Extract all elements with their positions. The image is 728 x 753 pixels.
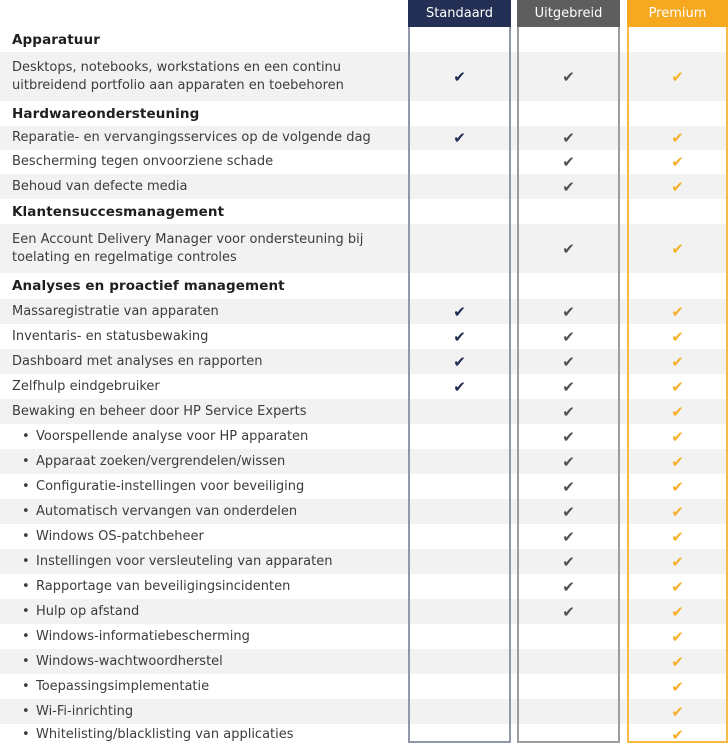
feature-label: Bescherming tegen onvoorziene schade [12, 154, 274, 169]
check-icon-premium: ✔ [671, 427, 684, 446]
feature-label: Reparatie- en vervangingsservices op de volgende dag [12, 130, 371, 145]
check-icon-uitgebreid: ✔ [562, 502, 575, 521]
bullet-icon: • [22, 528, 30, 544]
check-icon-premium: ✔ [671, 527, 684, 546]
table-row [0, 499, 728, 524]
check-icon-uitgebreid: ✔ [562, 153, 575, 171]
section-heading: Hardwareondersteuning [12, 105, 200, 122]
feature-label: Bewaking en beheer door HP Service Experts [12, 403, 307, 419]
check-icon-premium: ✔ [671, 177, 684, 196]
table-row [0, 549, 728, 574]
table-row [0, 524, 728, 549]
check-icon-uitgebreid: ✔ [562, 67, 575, 86]
feature-label: Massaregistratie van apparaten [12, 303, 219, 319]
feature-label: Inventaris- en statusbewaking [12, 328, 209, 344]
table-row [0, 724, 728, 745]
table-row [0, 474, 728, 499]
feature-label: Voorspellende analyse voor HP apparaten • [22, 428, 309, 444]
check-icon-uitgebreid: ✔ [562, 452, 575, 471]
feature-label: Dashboard met analyses en rapporten [12, 353, 263, 369]
section-heading: Apparatuur [12, 32, 100, 48]
check-icon-premium: ✔ [671, 627, 684, 646]
bullet-icon: • [22, 478, 30, 494]
check-icon-premium: ✔ [671, 239, 684, 258]
check-icon-uitgebreid: ✔ [562, 129, 575, 147]
table-row [0, 699, 728, 724]
table-rows [0, 28, 728, 745]
plan-header-uitgebreid: Uitgebreid [517, 0, 620, 27]
feature-label: Configuratie-instellingen voor beveiliging • [22, 478, 305, 494]
feature-label: Automatisch vervangen van onderdelen • [22, 503, 298, 519]
check-icon-uitgebreid: ✔ [562, 527, 575, 546]
table-row [0, 649, 728, 674]
bullet-icon: • [22, 503, 30, 519]
feature-label: Toepassingsimplementatie • [22, 678, 210, 694]
check-icon-premium: ✔ [671, 327, 684, 346]
table-row [0, 599, 728, 624]
table-row [0, 126, 728, 150]
check-icon-premium: ✔ [671, 477, 684, 496]
feature-label: Whitelisting/blacklisting van applicaties • [22, 726, 294, 742]
table-row [0, 52, 728, 101]
check-icon-premium: ✔ [671, 352, 684, 371]
feature-label: Instellingen voor versleuteling van apparaten • [22, 553, 333, 569]
check-icon-uitgebreid: ✔ [562, 327, 575, 346]
section-row [0, 273, 728, 299]
check-icon-uitgebreid: ✔ [562, 352, 575, 371]
feature-label: Een Account Delivery Manager voor ondersteuning bij toelating en regelmatige controles [12, 231, 364, 265]
table-row [0, 424, 728, 449]
plan-header-premium: Premium [627, 0, 728, 27]
check-icon-uitgebreid: ✔ [562, 239, 575, 258]
table-row [0, 150, 728, 174]
bullet-icon: • [22, 653, 30, 669]
bullet-icon: • [22, 726, 30, 742]
table-row [0, 624, 728, 649]
bullet-icon: • [22, 678, 30, 694]
feature-label: Windows-wachtwoordherstel • [22, 653, 223, 669]
feature-label: Desktops, notebooks, workstations en een continu uitbreidend portfolio aan apparaten en toebehoren [12, 59, 344, 93]
table-row [0, 574, 728, 599]
section-row [0, 28, 728, 52]
check-icon-standaard: ✔ [453, 377, 466, 396]
check-icon-uitgebreid: ✔ [562, 552, 575, 571]
feature-label: Windows OS-patchbeheer • [22, 528, 204, 544]
feature-label: Apparaat zoeken/vergrendelen/wissen • [22, 453, 286, 469]
bullet-icon: • [22, 603, 30, 619]
check-icon-uitgebreid: ✔ [562, 427, 575, 446]
check-icon-standaard: ✔ [453, 327, 466, 346]
table-row [0, 349, 728, 374]
section-heading: Analyses en proactief management [12, 278, 285, 294]
check-icon-uitgebreid: ✔ [562, 302, 575, 321]
section-heading: Klantensuccesmanagement [12, 203, 225, 220]
bullet-icon: • [22, 428, 30, 444]
check-icon-premium: ✔ [671, 129, 684, 147]
feature-label: Windows-informatiebescherming • [22, 628, 250, 644]
check-icon-premium: ✔ [671, 652, 684, 671]
check-icon-premium: ✔ [671, 452, 684, 471]
bullet-icon: • [22, 453, 30, 469]
bullet-icon: • [22, 578, 30, 594]
check-icon-standaard: ✔ [453, 67, 466, 86]
check-icon-premium: ✔ [671, 402, 684, 421]
check-icon-premium: ✔ [671, 153, 684, 171]
check-icon-premium: ✔ [671, 677, 684, 696]
bullet-icon: • [22, 628, 30, 644]
feature-label: Behoud van defecte media [12, 178, 188, 194]
check-icon-uitgebreid: ✔ [562, 602, 575, 621]
section-row [0, 199, 728, 224]
check-icon-standaard: ✔ [453, 352, 466, 371]
check-icon-uitgebreid: ✔ [562, 377, 575, 396]
check-icon-uitgebreid: ✔ [562, 402, 575, 421]
check-icon-uitgebreid: ✔ [562, 177, 575, 196]
feature-label: Wi-Fi-inrichting • [22, 703, 134, 719]
feature-label: Rapportage van beveiligingsincidenten • [22, 578, 291, 594]
check-icon-premium: ✔ [671, 377, 684, 396]
feature-label: Hulp op afstand • [22, 603, 140, 619]
table-row [0, 449, 728, 474]
check-icon-premium: ✔ [671, 577, 684, 596]
check-icon-premium: ✔ [671, 552, 684, 571]
plan-header-standaard: Standaard [408, 0, 511, 27]
table-row [0, 399, 728, 424]
check-icon-uitgebreid: ✔ [562, 577, 575, 596]
check-icon-premium: ✔ [671, 602, 684, 621]
table-row [0, 174, 728, 199]
feature-label: Zelfhulp eindgebruiker [12, 378, 160, 394]
section-row [0, 101, 728, 126]
table-row [0, 224, 728, 273]
check-icon-standaard: ✔ [453, 129, 466, 147]
check-icon-premium: ✔ [671, 725, 684, 744]
check-icon-standaard: ✔ [453, 302, 466, 321]
check-icon-premium: ✔ [671, 702, 684, 721]
table-row [0, 374, 728, 399]
table-row [0, 674, 728, 699]
bullet-icon: • [22, 553, 30, 569]
bullet-icon: • [22, 703, 30, 719]
check-icon-premium: ✔ [671, 67, 684, 86]
check-icon-premium: ✔ [671, 502, 684, 521]
check-icon-premium: ✔ [671, 302, 684, 321]
table-row [0, 299, 728, 324]
check-icon-uitgebreid: ✔ [562, 477, 575, 496]
table-row [0, 324, 728, 349]
